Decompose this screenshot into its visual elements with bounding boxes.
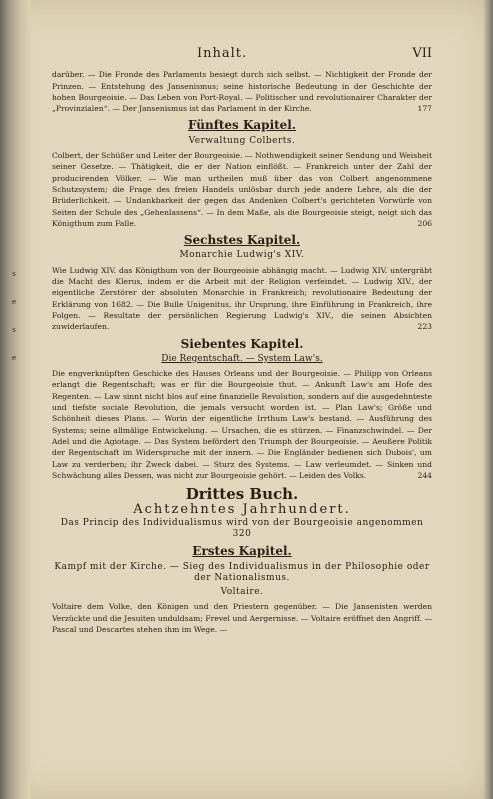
- page-edge: [483, 0, 493, 799]
- table-of-contents: [52, 48, 432, 635]
- binding-marks: s e s e: [11, 270, 17, 362]
- chapter-title: Sechstes Kapitel.: [183, 233, 301, 248]
- page-title: Inhalt.: [197, 46, 248, 61]
- book-subtitle: Achtzehntes Jahrhundert.: [133, 502, 351, 518]
- book-section: Das Princip des Individualismus wird von der Bourgeoisie angenommen 320: [60, 517, 424, 539]
- toc-entry-text: Die engverknüpften Geschicke des Hauses Orleans und der Bourgeoisie. — Philipp von Orleans erlangt die Regentschaft; was er für die Bourgeoisie thut. — Ankunft Law's am Hofe des Regenten. — Law sinnt nicht blos auf eine finanzielle Revolution, sondern auf die ausgedehnteste und tiefste sociale Revolution, die jemals versucht worden ist. — Plan Law's; Größe und Schönheit dieses Plans. — Worin der eigentliche Irrthum Law's bestand. — Ausführung des Systems; seine allmälige Entwickelung. — Ursachen, die es stürzen. — Finanzschwindel. — Der Adel und die Agiotage. — Das System befördert den Triumph der Bourgeoisie. — Aeußere Politik der Regentschaft im Widerspruche mit der innern. — Die Engländer bedienen sich Dubois', um Law zu verderben; ihr Zweck dabei. — Sturz des Systems. — Law verleumdet. — Sinken und Schwächung alles Dessen, was nicht zur Bourgeoisie gehört. — Leiden des Volks. 244: [52, 369, 432, 480]
- chapter-title: Erstes Kapitel.: [192, 544, 292, 559]
- book-binding: [0, 0, 30, 799]
- toc-entry-text: Voltaire dem Volke, den Königen und den Priestern gegenüber. — Die Jansenisten werden Verzückte und die Jesuiten unduldsam; Frevel und Aergernisse. — Voltaire eröffnet den Angriff. — Pascal und Descartes stehen ihm im Wege. —: [52, 602, 432, 635]
- page-number: VII: [412, 46, 432, 61]
- toc-entry-text: Wie Ludwig XIV. das Königthum von der Bourgeoisie abhängig macht. — Ludwig XIV. untergräbt die Macht des Klerus, indem er die Arbeit mit der Religion verfeindet. — Ludwig XIV., der eigentliche Zerstörer der absoluten Monarchie in Frankreich; revolutionaire Bedeutung der Erklärung von 1682. — Die Bulle Unigenitus, ihr Ursprung, ihre Einführung in Frankreich, ihre Folgen. — Resultate der persönlichen Regierung Ludwig's XIV., die seinen Absichten zuwiderlaufen. 223: [52, 265, 432, 332]
- toc-page-ref: 244: [417, 470, 432, 480]
- toc-page-ref: 223: [417, 322, 432, 332]
- toc-page-ref: 206: [417, 218, 432, 228]
- section-title: Kampf mit der Kirche. — Sieg des Individualismus in der Philosophie oder der Nationalismus.: [54, 561, 430, 583]
- section-subtitle: Voltaire.: [220, 587, 264, 598]
- toc-entry-text: Colbert, der Schüßer und Leiter der Bourgeoisie. — Nothwendigkeit seiner Sendung und Weisheit seiner Gesetze. — Thätigkeit, die er der Nation einflößt. — Frankreich unter der Zahl der producirenden Völker. — Wie man urtheilen muß über das von Colbert angenommene Schutzsystem; die Frage des freien Handels unlösbar durch jede andere Lehre, als die der Brüderlichkeit. — Undankbarkeit der gegen das Andenken Colbert's gerichteten Vorwürfe von Seiten der Schule des „Gehenlassens“. — In dem Maße, als die Bourgeoisie steigt, neigt sich das Königthum zum Falle. 206: [52, 151, 432, 228]
- chapter-title: Siebentes Kapitel.: [180, 336, 304, 351]
- book-title: Drittes Buch.: [185, 485, 299, 504]
- page-header: [52, 48, 432, 59]
- section-title: Monarchie Ludwig's XIV.: [179, 250, 305, 261]
- section-title: Die Regentschaft. — System Law's.: [161, 353, 323, 364]
- toc-page-ref: 320: [232, 528, 252, 539]
- section-title: Verwaltung Colberts.: [188, 135, 296, 146]
- chapter-title: Fünftes Kapitel.: [187, 118, 297, 133]
- toc-entry-text: darüber. — Die Fronde des Parlaments besiegt durch sich selbst. — Nichtigkeit der Fronde der Prinzen. — Entstehung des Jansenismus; seine historische Bedeutung in der Geschichte der hohen Bourgeoisie. — Das Leben von Port-Royal. — Politischer und revolutionairer Charakter der „Provinzialen“. — Der Jansenismus ist das Parlament in der Kirche. 177: [52, 70, 432, 114]
- toc-page-ref: 177: [417, 104, 432, 114]
